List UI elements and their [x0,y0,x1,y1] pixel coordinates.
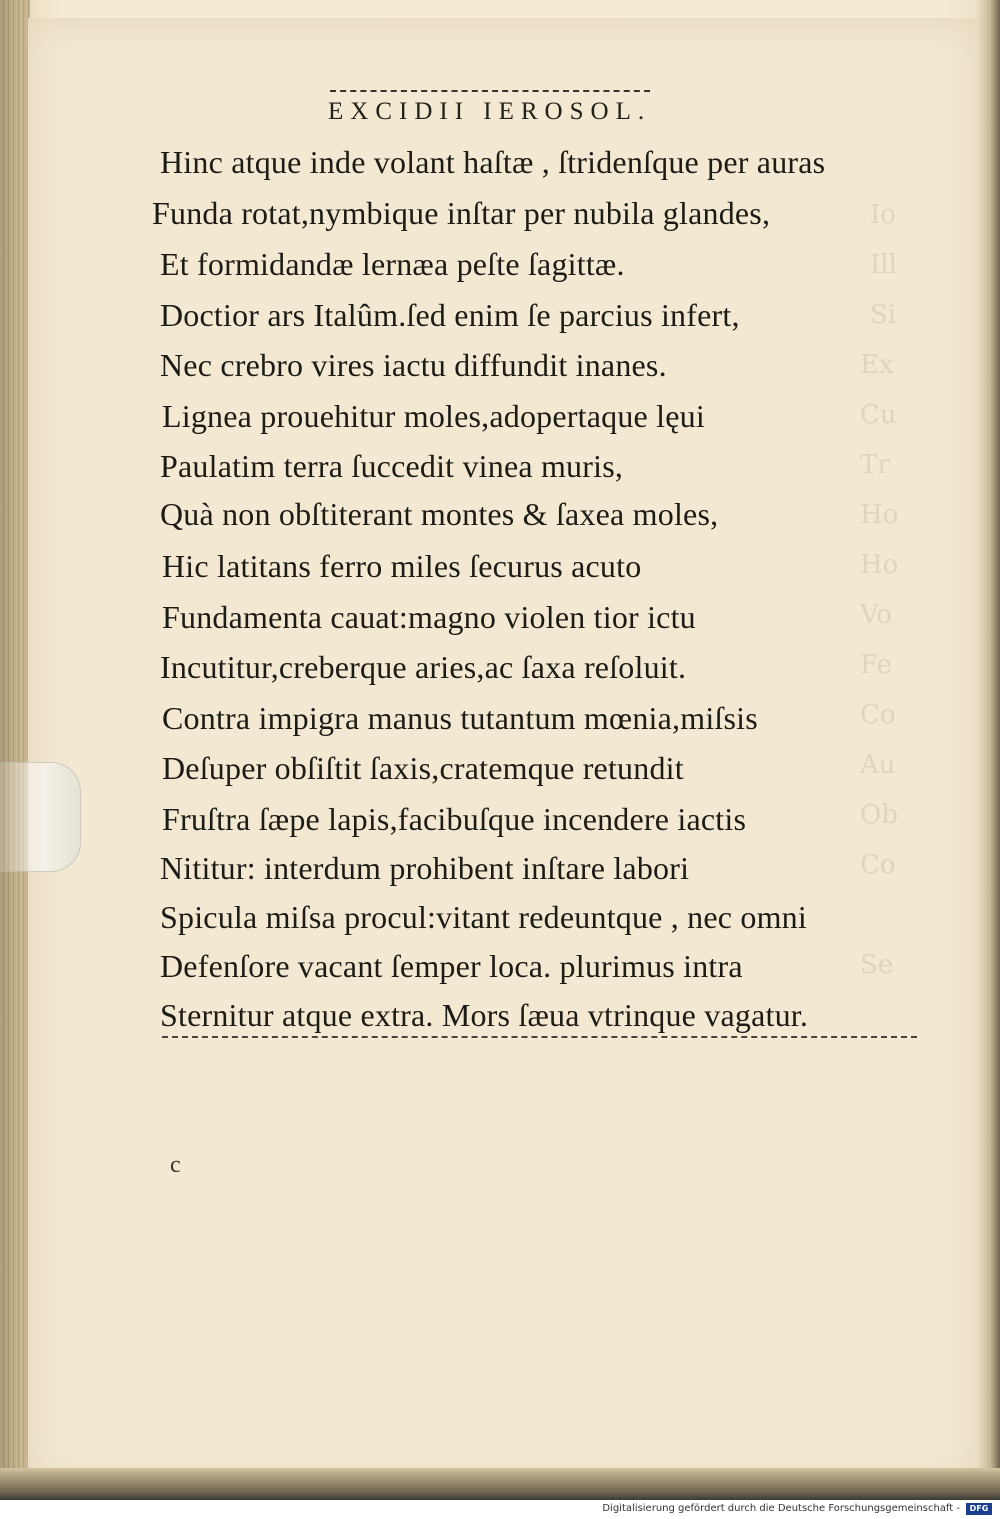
show-through-text: Ill [870,250,897,280]
verse-line: Paulatim terra ſuccedit vinea muris, [160,448,624,484]
verse-line: Lignea prouehitur moles,adopertaque lęui [162,398,705,434]
show-through-text: Cu [860,400,897,430]
dfg-logo: DFG [966,1503,992,1515]
verse-line: Nec crebro vires iactu diffundit inanes. [160,347,667,383]
verse-line: Et formidandæ lernæa peſte ſagittæ. [160,246,625,282]
show-through-text: Ho [860,550,899,580]
verse-line: Fundamenta cauat:magno violen tior ictu [162,599,696,635]
show-through-text: Fe [860,650,893,680]
running-head: EXCIDII IEROSOL. [328,98,652,125]
book-page-edges-bottom [0,1468,1000,1500]
bottom-rule [162,1036,917,1038]
show-through-text: Co [860,850,896,880]
verse-line: Deſuper obſiſtit ſaxis,cratemque retundit [162,750,684,786]
show-through-text: Io [870,200,896,230]
show-through-text: Au [860,750,896,780]
show-through-text: Ob [860,800,898,830]
verse-line: Funda rotat,nymbique inſtar per nubila glandes, [152,195,771,231]
verse-line: Nititur: interdum prohibent inſtare labori [160,850,690,886]
show-through-text: Ex [860,350,894,380]
verse-line: Doctior ars Italûm.ſed enim ſe parcius infert, [160,297,740,333]
verse-line: Fruſtra ſæpe lapis,facibuſque incendere iactis [162,801,747,837]
page-clip [0,762,81,872]
show-through-text: Si [870,300,897,330]
show-through-text: Se [860,950,894,980]
footer-credit: Digitalisierung gefördert durch die Deutsche Forschungsgemeinschaft - [602,1503,960,1514]
verse-line: Hic latitans ferro miles ſecurus acuto [162,548,642,584]
show-through-text: Tr [860,450,890,480]
verse-line: Incutitur,creberque aries,ac ſaxa reſoluit. [160,649,687,685]
catchword-mark: c [170,1152,181,1178]
verse-line: Contra impigra manus tutantum mœnia,miſsis [162,700,758,736]
show-through-text: Co [860,700,896,730]
book-page-edges-left [0,0,30,1500]
show-through-text: Ho [860,500,899,530]
verse-line: Spicula miſsa procul:vitant redeuntque , nec omni [160,899,807,935]
show-through-text: Vo [860,600,893,630]
verse-line: Hinc atque inde volant haſtæ , ſtridenſque per auras [160,144,826,180]
header-rule [330,90,650,92]
verse-line: Sternitur atque extra. Mors ſæua vtrinque vagatur. [160,997,809,1033]
verse-line: Quà non obſtiterant montes & ſaxea moles, [160,496,719,532]
verse-line: Defenſore vacant ſemper loca. plurimus intra [160,948,743,984]
